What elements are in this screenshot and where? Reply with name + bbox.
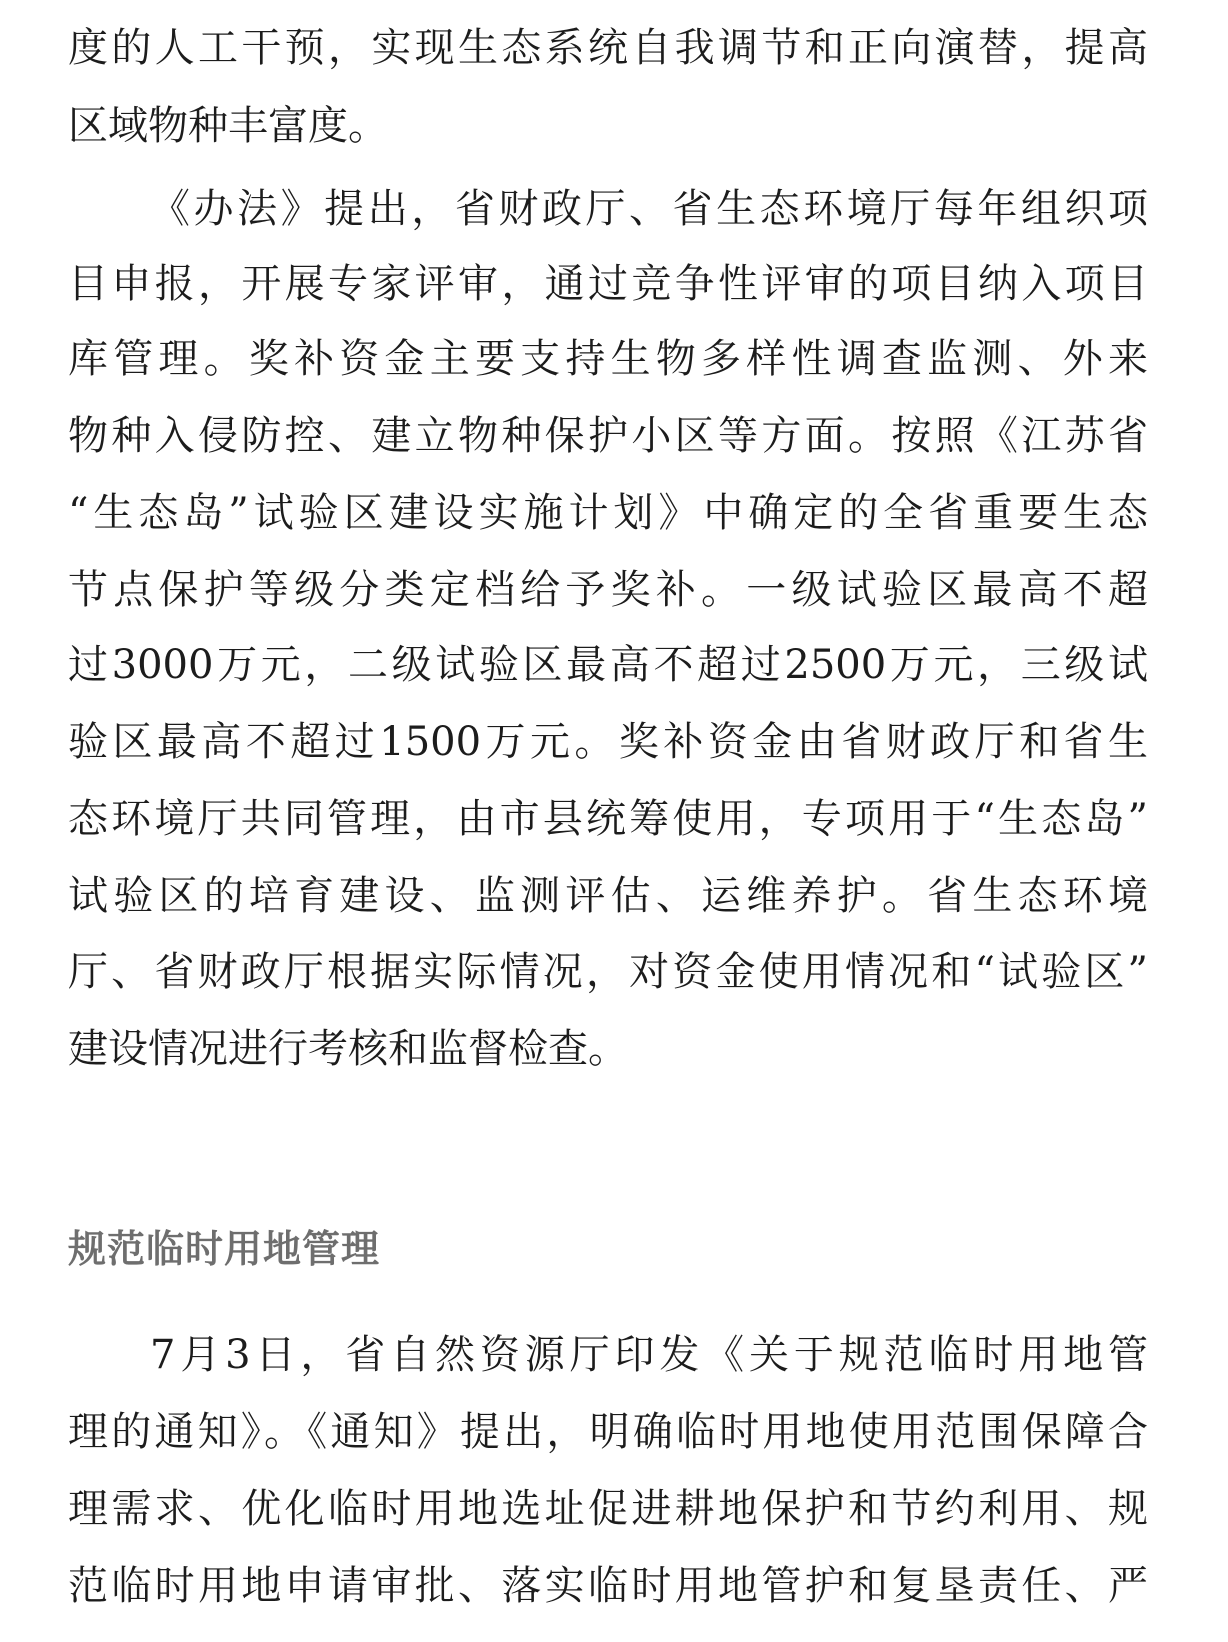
paragraph-first-line: 7月3日，省自然资源厅印发《关于规范临时用地管 <box>150 1332 1148 1378</box>
text-line: 厅、省财政厅根据实际情况，对资金使用情况和“试验区” <box>68 949 1148 995</box>
text-line: 理的通知》。《通知》提出，明确临时用地使用范围保障合 <box>68 1409 1148 1455</box>
text-line: 度的人工干预，实现生态系统自我调节和正向演替，提高 <box>68 25 1148 71</box>
text-line: 物种入侵防控、建立物种保护小区等方面。按照《江苏省 <box>68 413 1148 459</box>
text-line: 试验区的培育建设、监测评估、运维养护。省生态环境 <box>68 873 1148 919</box>
text-line: “生态岛”试验区建设实施计划》中确定的全省重要生态 <box>68 490 1148 536</box>
section-heading: 规范临时用地管理 <box>68 1227 381 1271</box>
text-line: 区域物种丰富度。 <box>68 103 388 149</box>
text-line: 库管理。奖补资金主要支持生物多样性调查监测、外来 <box>68 336 1148 382</box>
paragraph-first-line: 《办法》提出，省财政厅、省生态环境厅每年组织项 <box>150 186 1148 232</box>
text-line: 节点保护等级分类定档给予奖补。一级试验区最高不超 <box>68 567 1148 613</box>
text-line: 目申报，开展专家评审，通过竞争性评审的项目纳入项目 <box>68 261 1148 307</box>
text-line: 验区最高不超过1500万元。奖补资金由省财政厅和省生 <box>68 719 1148 765</box>
text-line: 范临时用地申请审批、落实临时用地管护和复垦责任、严 <box>68 1563 1148 1609</box>
text-line: 建设情况进行考核和监督检查。 <box>68 1026 628 1072</box>
text-line: 态环境厅共同管理，由市县统筹使用，专项用于“生态岛” <box>68 796 1148 842</box>
text-line: 过3000万元，二级试验区最高不超过2500万元，三级试 <box>68 642 1148 688</box>
text-line: 理需求、优化临时用地选址促进耕地保护和节约利用、规 <box>68 1486 1148 1532</box>
